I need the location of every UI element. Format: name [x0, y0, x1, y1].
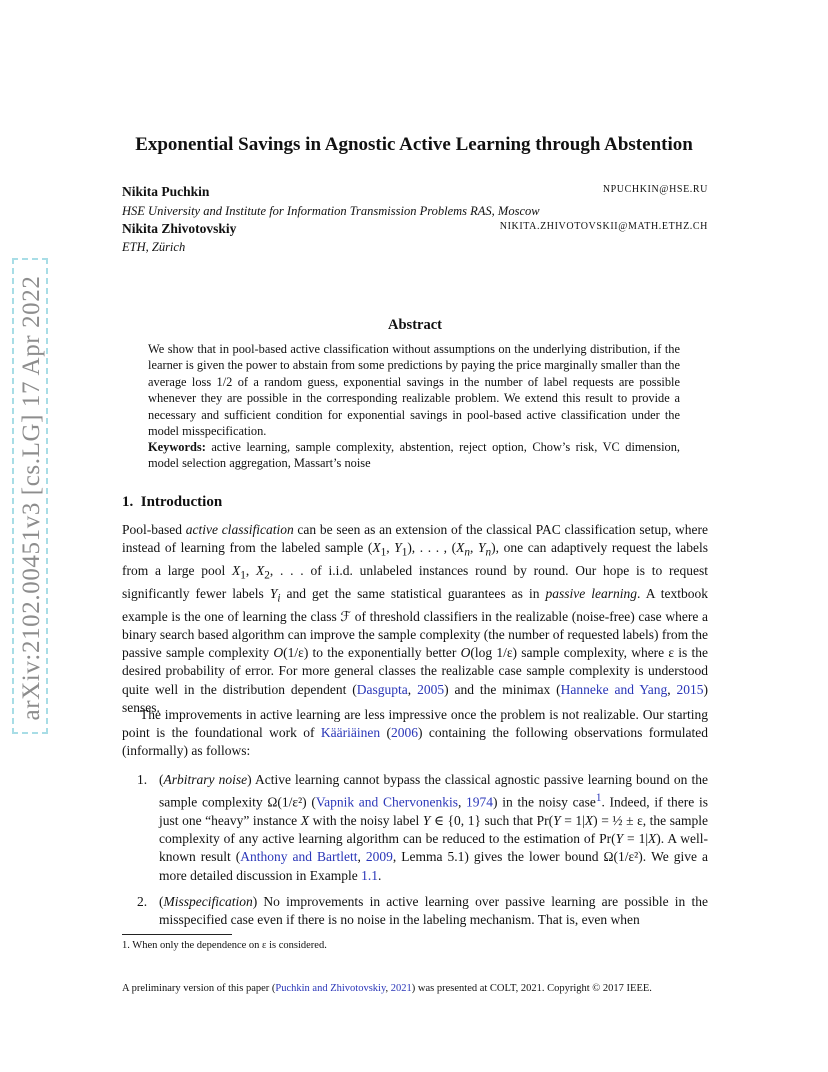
citation-year-link[interactable]: 2015 [676, 681, 704, 697]
keywords [148, 439, 680, 472]
citation-year-link[interactable]: 2005 [417, 681, 445, 697]
list-item: 2. (Misspecification) No improvements in active learning over passive learning are possible in the misspecified case even if there is no noise in the labeling mechanism. That is, even when [137, 894, 708, 928]
example-reference-link[interactable]: 1.1 [361, 867, 378, 883]
list-number: 1. [137, 772, 148, 787]
intro-paragraph-1: Pool-based active classification can be seen as an extension of the classical PAC classification setup, where instead of learning from the labeled sample ($X_1$, $Y_1$), . . . , ($X_n$, $Y_n$), one can adaptively request the labels from a large pool $X_1$, $X_2$, . . . of i.i.d. unlabeled instances round by round. Our hope is to request significantly fewer labels $Y_i$ and get the same statistical guarantees as in passive learning. A textbook example is the one of learning the class ℱ of threshold classifiers in the realizable (noise-free) case where a binary search based algorithm can improve the sample complexity (the number of requested labels) from the passive sample complexity O(1/ε) to the exponentially better O(log 1/ε) sample complexity, where ε is the desired probability of error. For more general classes the realizable case sample complexity is understood quite well in the distribution dependent (Dasgupta, 2005) and the minimax (Hanneke and Yang, 2015) senses. [122, 522, 709, 715]
author-email: NPUCHKIN@HSE.RU [602, 184, 708, 195]
preliminary-version-note: A preliminary version of this paper (Puchkin and Zhivotovskiy, 2021) was presented at COLT, 2021. Copyright © 2017 IEEE. [122, 983, 652, 994]
list-number: 2. [137, 894, 148, 909]
section-number: 1. [122, 494, 134, 510]
abstract-text: We show that in pool-based active classification without assumptions on the underlying distribution, if the learner is given the power to abstain from some predictions by paying the price marginally smaller than the average loss 1/2 of a random guess, exponential savings in the number of label requests are possible whenever they are possible in the corresponding realizable problem. We extend this result to provide a necessary and sufficient condition for exponential savings in pool-based active classification under the model misspecification. [148, 342, 680, 439]
author-affiliation: ETH, Zürich [122, 240, 186, 254]
citation-year-link[interactable]: 2006 [391, 725, 419, 741]
citation-link[interactable]: Hanneke and Yang [560, 681, 668, 697]
footnote-marker[interactable]: 1 [595, 792, 602, 805]
citation-year-link[interactable]: 2009 [365, 849, 393, 865]
note-text: ) was presented at COLT, 2021. Copyright © 2017 IEEE. [411, 983, 652, 994]
note-text: A preliminary version of this paper ( [122, 983, 276, 994]
author-name: Nikita Zhivotovskiy [122, 221, 237, 236]
citation-link[interactable]: Anthony and Bartlett [240, 849, 358, 865]
citation-link[interactable]: Puchkin and Zhivotovskiy [275, 983, 386, 994]
section-title: Introduction [140, 494, 223, 510]
keywords-label: Keywords: [148, 440, 206, 454]
author-email: NIKITA.ZHIVOTOVSKII@MATH.ETHZ.CH [499, 221, 708, 232]
list-item: 1. (Arbitrary noise) Active learning cannot bypass the classical agnostic passive learning bound on the sample complexity Ω(1/ε²) (Vapnik and Chervonenkis, 1974) in the noisy case$^1$. Indeed, if there is just one “heavy” instance X with the noisy label Y ∈ {0, 1} such that Pr(Y = 1|X) = ½ ± ε, the sample complexity of any active learning algorithm can be reduced to the estimation of Pr(Y = 1|X). A well-known result (Anthony and Bartlett, 2009, Lemma 5.1) gives the lower bound Ω(1/ε²). We give a more detailed discussion in Example 1.1. [137, 772, 709, 883]
footnote-divider [122, 934, 232, 935]
author-name: Nikita Puchkin [122, 184, 210, 199]
author-affiliation: HSE University and Institute for Information Transmission Problems RAS, Moscow [122, 204, 540, 218]
footnote: 1. When only the dependence on ε is considered. [122, 940, 327, 951]
citation-link[interactable]: Vapnik and Chervonenkis [315, 794, 458, 810]
keywords-list: active learning, sample complexity, abstention, reject option, Chow’s risk, VC dimension, model selection aggregation, Massart’s noise [148, 440, 680, 471]
citation-link[interactable]: Dasgupta [356, 681, 408, 697]
author-1 [122, 184, 708, 200]
author-2 [122, 221, 708, 237]
citation-year-link[interactable]: 1974 [466, 794, 494, 810]
intro-paragraph-2: The improvements in active learning are less impressive once the problem is not realizable. Our starting point is the foundational work of Kääriäinen (2006) containing the following observations formulated (informally) as follows: [122, 707, 708, 759]
section-heading [122, 494, 222, 511]
arxiv-stamp[interactable] [12, 258, 48, 734]
citation-link[interactable]: Kääriäinen [320, 725, 381, 741]
abstract-heading: Abstract [388, 317, 442, 333]
arxiv-identifier[interactable]: arXiv:2102.00451v3 [cs.LG] 17 Apr 2022 [18, 275, 45, 721]
paper-title: Exponential Savings in Agnostic Active Learning through Abstention [135, 134, 693, 155]
citation-year-link[interactable]: 2021 [390, 983, 412, 994]
